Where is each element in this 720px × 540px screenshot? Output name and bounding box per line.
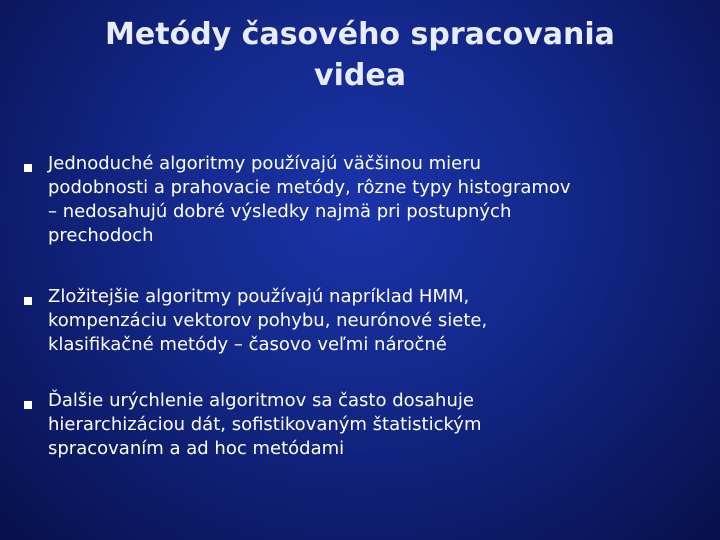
square-bullet-icon <box>24 401 32 409</box>
bullet-text: Ďalšie urýchlenie algoritmov sa často dosahuje hierarchizáciou dát, sofistikovaným štatistickým spracovaním a ad hoc metódami <box>48 390 482 459</box>
slide-title: Metódy časového spracovania videa <box>105 17 615 93</box>
bullet-text: Jednoduché algoritmy používajú väčšinou mieru podobnosti a prahovacie metódy, rôzne typy histogramov – nedosahujú dobré výsledky najmä pri postupných prechodoch <box>48 153 571 246</box>
square-bullet-icon <box>24 164 32 172</box>
bullet-text: Zložitejšie algoritmy používajú napríklad HMM, kompenzáciu vektorov pohybu, neurónové siete, klasifikačné metódy – časovo veľmi náročné <box>48 286 488 355</box>
square-bullet-icon <box>24 297 32 305</box>
